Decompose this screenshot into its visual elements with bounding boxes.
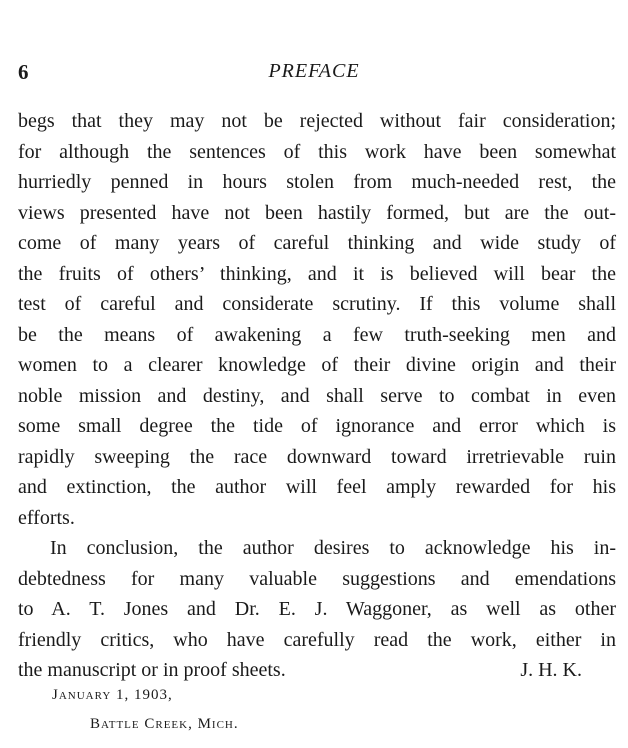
- text-line: to A. T. Jones and Dr. E. J. Waggoner, as well as other: [18, 598, 616, 620]
- text-line: women to a clearer knowledge of their divine origin and their: [18, 354, 616, 376]
- text-line: be the means of awakening a few truth-seeking men and: [18, 323, 616, 346]
- text-line: for although the sentences of this work have been somewhat: [18, 140, 616, 163]
- signature-initials: J. H. K.: [520, 659, 582, 681]
- text-line: and extinction, the author will feel amply rewarded for his: [18, 476, 616, 498]
- preface-text: [18, 106, 616, 686]
- running-head: PREFACE: [268, 60, 360, 82]
- dateline-date: January 1, 1903,: [52, 687, 173, 703]
- closing-line: [18, 655, 616, 686]
- dateline-place: Battle Creek, Mich.: [90, 716, 239, 732]
- text-line: noble mission and destiny, and shall serve to combat in even: [18, 384, 616, 407]
- text-line: some small degree the tide of ignorance and error which is: [18, 415, 616, 437]
- text-line: rapidly sweeping the race downward toward irretrievable ruin: [18, 445, 616, 468]
- text-line: In conclusion, the author desires to acknowledge his in-: [50, 537, 616, 559]
- text-line: debtedness for many valuable suggestions and emendations: [18, 567, 616, 590]
- text-line: the fruits of others’ thinking, and it is believed will bear the: [18, 262, 616, 285]
- text-line: the manuscript or in proof sheets.: [18, 659, 286, 681]
- text-line: test of careful and considerate scrutiny. If this volume shall: [18, 293, 616, 315]
- text-line: come of many years of careful thinking and wide study of: [18, 232, 616, 254]
- page-number: 6: [18, 60, 29, 84]
- text-line: friendly critics, who have carefully read the work, either in: [18, 628, 616, 651]
- text-line: efforts.: [18, 506, 75, 529]
- text-line: hurriedly penned in hours stolen from much-needed rest, the: [18, 171, 616, 193]
- text-line: views presented have not been hastily formed, but are the out-: [18, 201, 616, 224]
- text-line: begs that they may not be rejected without fair consideration;: [18, 110, 616, 132]
